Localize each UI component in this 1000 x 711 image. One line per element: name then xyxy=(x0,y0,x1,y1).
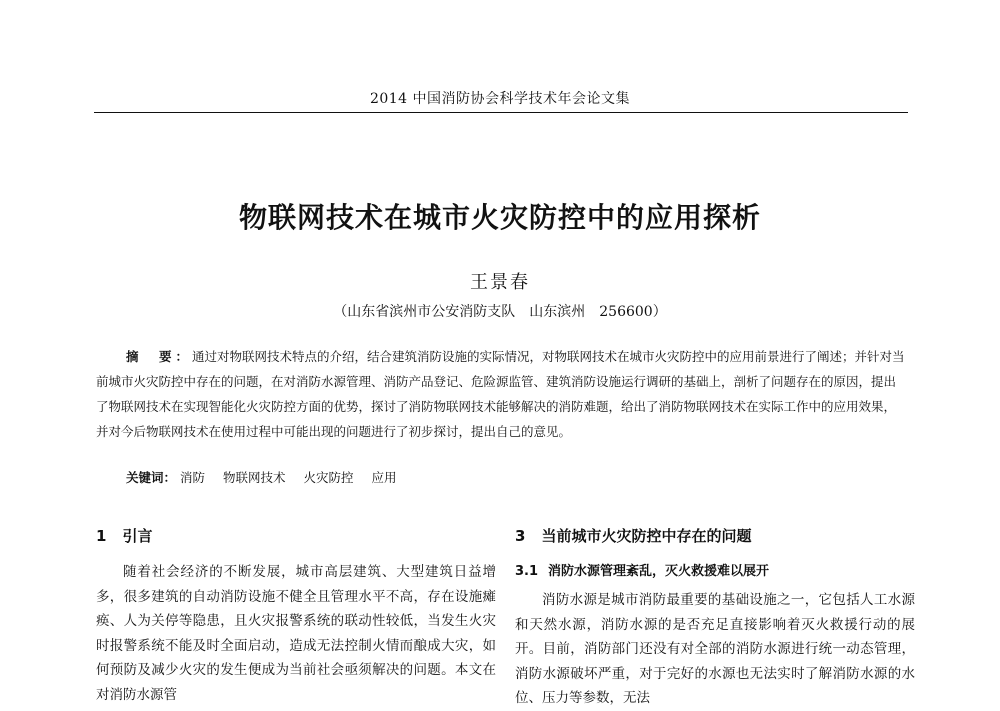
section-heading-1 xyxy=(96,524,496,548)
subsection-title: 消防水源管理紊乱，灭火救援难以展开 xyxy=(548,564,770,579)
author-name: 王景春 xyxy=(470,272,530,293)
left-column xyxy=(96,524,496,707)
keyword: 物联网技术 xyxy=(223,470,286,485)
keyword: 消防 xyxy=(180,470,206,485)
author-affiliation: （山东省滨州市公安消防支队 山东滨州 256600） xyxy=(333,304,667,320)
header-rule xyxy=(94,112,908,113)
subsection-3-1-paragraph: 消防水源是城市消防最重要的基础设施之一，它包括人工水源和天然水源，消防水源的是否充足直接影响着灭火救援行动的展开。目前，消防部门还没有对全部的消防水源进行统一动态管理，消防水源破坏严重，对于完好的水源也无法实时了解消防水源的水位、压力等参数，无法 xyxy=(515,592,915,706)
running-header: 2014 中国消防协会科学技术年会论文集 xyxy=(369,91,631,107)
section-heading-3 xyxy=(515,524,915,548)
section-1-paragraph: 随着社会经济的不断发展，城市高层建筑、大型建筑日益增多，很多建筑的自动消防设施不健全且管理水平不高，存在设施瘫痪、人为关停等隐患，且火灾报警系统的联动性较低，当发生火灾时报警系统不能及时全面启动，造成无法控制火情而酿成大灾，如何预防及减少火灾的发生便成为当前社会亟须解决的问题。本文在对消防水源管 xyxy=(96,564,496,703)
abstract xyxy=(96,344,908,444)
section-number: 3 xyxy=(515,527,526,545)
subsection-heading-3-1 xyxy=(515,560,915,584)
subsection-number: 3.1 xyxy=(515,564,539,579)
section-title: 引言 xyxy=(122,527,153,545)
section-title: 当前城市火灾防控中存在的问题 xyxy=(541,527,752,545)
keyword: 火灾防控 xyxy=(303,470,354,485)
abstract-label: 摘 要： xyxy=(126,349,193,364)
paper-title: 物联网技术在城市火灾防控中的应用探析 xyxy=(238,201,761,234)
abstract-text: 通过对物联网技术特点的介绍，结合建筑消防设施的实际情况，对物联网技术在城市火灾防控中的应用前景进行了阐述；并针对当前城市火灾防控中存在的问题，在对消防水源管理、消防产品登记、危险源监管、建筑消防设施运行调研的基础上，剖析了问题存在的原因，提出了物联网技术在实现智能化火灾防控方面的优势，探讨了消防物联网技术能够解决的消防难题，给出了消防物联网技术在实际工作中的应用效果，并对今后物联网技术在使用过程中可能出现的问题进行了初步探讨，提出自己的意见。 xyxy=(96,349,905,439)
right-column xyxy=(515,524,915,711)
keyword: 应用 xyxy=(371,470,397,485)
section-number: 1 xyxy=(96,527,107,545)
keywords-label: 关键词： xyxy=(126,470,177,485)
keywords xyxy=(126,467,908,489)
